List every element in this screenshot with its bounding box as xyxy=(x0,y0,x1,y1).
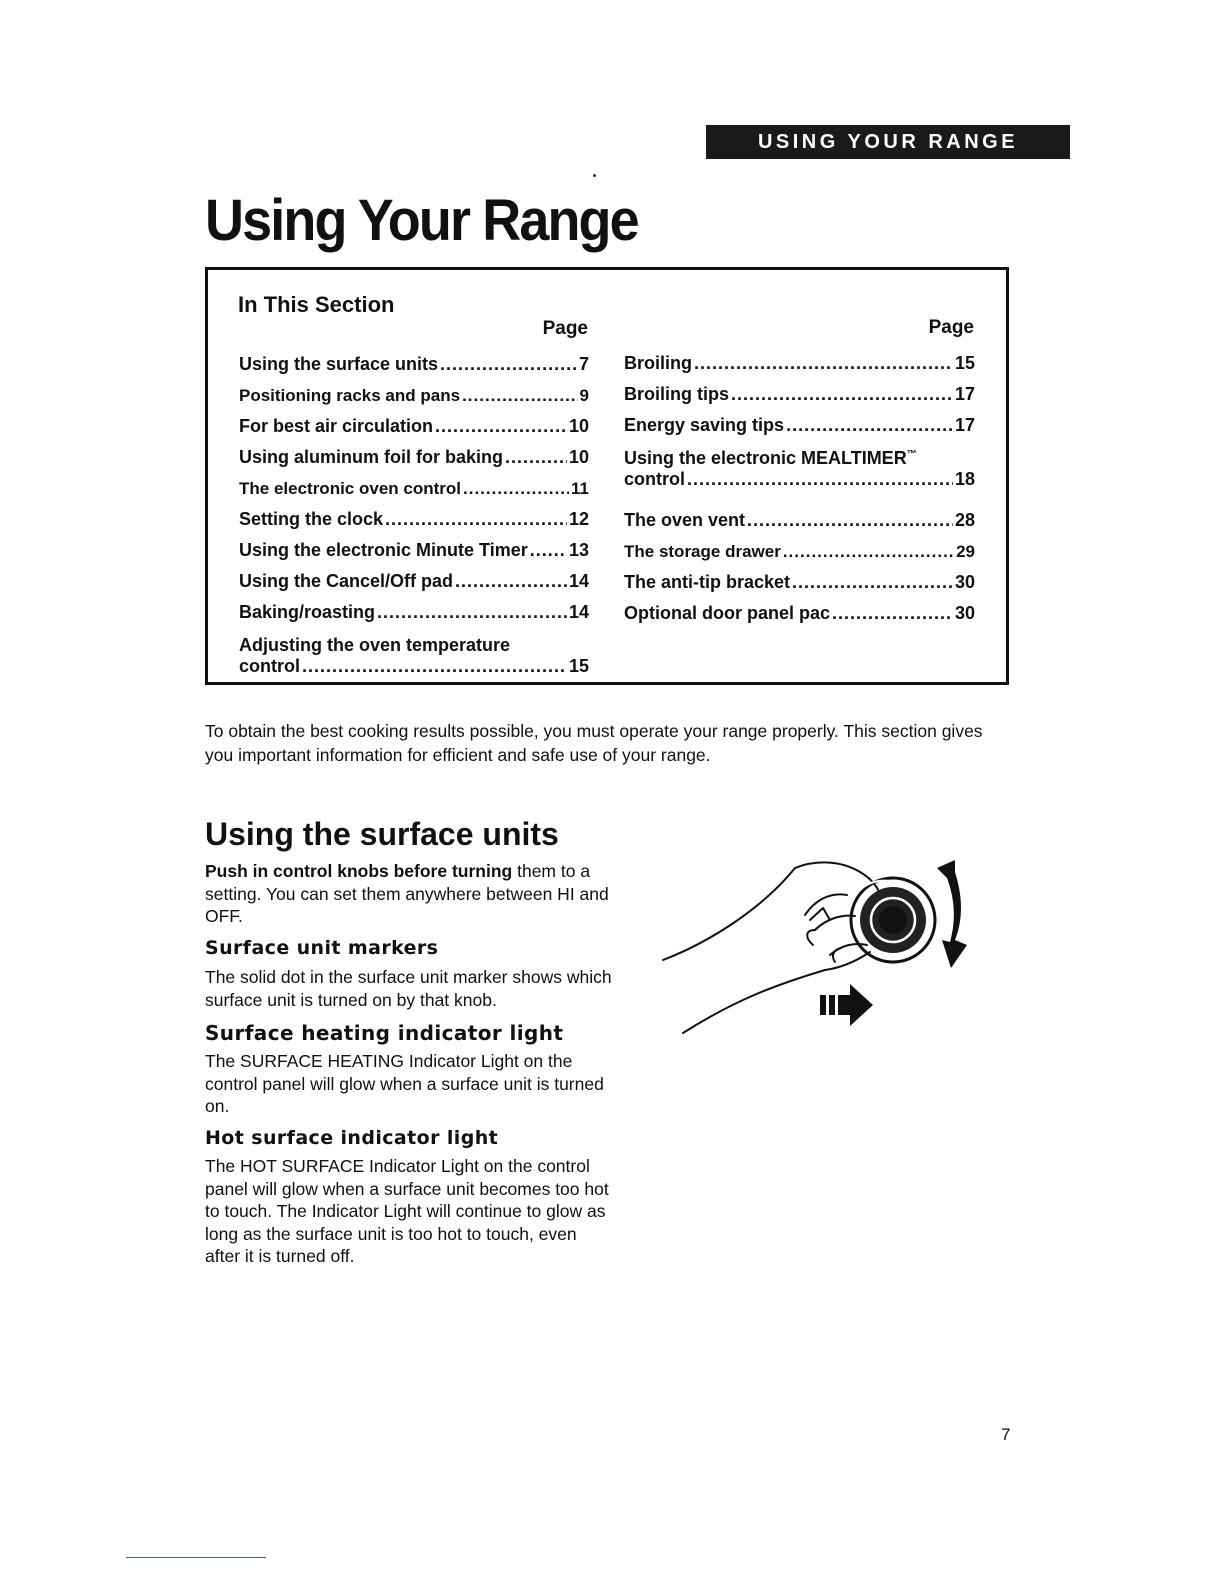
toc-leader xyxy=(463,478,569,499)
toc-entry[interactable] xyxy=(624,593,975,624)
toc-entry-label: Broiling xyxy=(624,353,692,373)
toc-entry-page: 30 xyxy=(954,603,975,623)
subheading-markers: Surface unit markers xyxy=(205,937,439,959)
toc-leader xyxy=(530,540,567,561)
toc-entry[interactable] xyxy=(239,406,589,437)
toc-leader xyxy=(440,354,577,375)
toc-entry-page: 17 xyxy=(954,415,975,435)
toc-entry[interactable] xyxy=(624,500,975,531)
toc-entry-label: The storage drawer xyxy=(624,542,781,561)
toc-entry[interactable] xyxy=(624,531,975,562)
toc-entry-line2 xyxy=(624,469,975,490)
toc-leader xyxy=(505,447,567,468)
toc-entry-label: Positioning racks and pans xyxy=(239,386,461,405)
toc-entry[interactable] xyxy=(239,344,589,375)
toc-entry-label: Energy saving tips xyxy=(624,415,785,435)
section-heading: Using the surface units xyxy=(205,816,559,852)
toc-entry[interactable] xyxy=(239,592,589,623)
trademark-mark: ™ xyxy=(906,449,917,460)
page-title: Using Your Range xyxy=(205,188,638,253)
toc-entry-page: 14 xyxy=(568,602,589,622)
toc-entry-label: Using the Cancel/Off pad xyxy=(239,571,454,591)
hand-turning-knob-icon xyxy=(655,850,990,1050)
toc-leader xyxy=(747,510,953,531)
toc-entry-page: 9 xyxy=(579,386,589,405)
toc-entry-label-line1 xyxy=(624,444,975,469)
toc-leader xyxy=(687,469,953,490)
toc-entry-label: The electronic oven control xyxy=(239,479,461,498)
toc-entry-page: 11 xyxy=(571,479,589,498)
toc-column-right xyxy=(624,343,975,624)
lead-text: them to a setting. You can set them anywhere between HI and OFF. xyxy=(205,861,609,926)
toc-leader xyxy=(783,541,954,562)
toc-page-header-left: Page xyxy=(542,318,588,339)
toc-entry-label: Broiling tips xyxy=(624,384,729,404)
toc-entry-label-line1-text: Using the electronic MEALTIMER xyxy=(624,448,907,468)
toc-leader xyxy=(462,385,577,406)
toc-entry-label-line1: Adjusting the oven temperature xyxy=(239,635,511,655)
toc-leader xyxy=(435,416,567,437)
toc-entry-label: Using aluminum foil for baking xyxy=(239,447,504,467)
toc-entry[interactable] xyxy=(624,562,975,593)
toc-entry[interactable] xyxy=(239,437,589,468)
toc-entry[interactable] xyxy=(239,375,589,406)
toc-page-header-right: Page xyxy=(928,317,974,338)
toc-entry[interactable] xyxy=(624,343,975,374)
intro-paragraph: To obtain the best cooking results possible, you must operate your range properly. This section gives you important information for efficient and safe use of your range. xyxy=(205,721,983,765)
toc-column-left xyxy=(239,344,589,677)
toc-entry-label: For best air circulation xyxy=(239,416,434,436)
toc-entry-page: 15 xyxy=(954,353,975,373)
paragraph-hot-surface: The HOT SURFACE Indicator Light on the control panel will glow when a surface unit becomes too hot to touch. The Indicator Light will continue to glow as long as the surface unit is too hot to touch, even after it is turned off. xyxy=(205,1156,609,1266)
subheading-heating: Surface heating indicator light xyxy=(205,1021,564,1045)
toc-entry-page: 15 xyxy=(568,656,589,676)
lead-bold: Push in control knobs before turning xyxy=(205,861,513,881)
toc-entry-page: 30 xyxy=(954,572,975,592)
toc-entry-page: 10 xyxy=(568,416,589,436)
toc-entry-line2 xyxy=(239,656,589,677)
toc-entry-page: 28 xyxy=(954,510,975,530)
toc-entry-label: control xyxy=(624,469,685,489)
toc-entry[interactable] xyxy=(624,444,975,490)
toc-entry-page: 7 xyxy=(578,354,589,374)
toc-entry-label: Baking/roasting xyxy=(239,602,376,622)
toc-entry[interactable] xyxy=(239,530,589,561)
subheading-hot-surface: Hot surface indicator light xyxy=(205,1127,499,1149)
toc-entry-page: 13 xyxy=(568,540,589,560)
toc-leader xyxy=(377,602,567,623)
toc-leader xyxy=(302,656,567,677)
toc-entry-page: 18 xyxy=(954,469,975,489)
toc-entry-label: Setting the clock xyxy=(239,509,384,529)
footer-rule xyxy=(126,1557,266,1558)
toc-entry-label: Using the electronic Minute Timer xyxy=(239,540,528,560)
toc-leader xyxy=(385,509,567,530)
toc-heading: In This Section xyxy=(238,292,395,317)
toc-leader xyxy=(792,572,953,593)
toc-entry-label: Optional door panel pac xyxy=(624,603,831,623)
toc-leader xyxy=(786,415,953,436)
toc-entry-label: control xyxy=(239,656,300,676)
toc-entry[interactable] xyxy=(624,405,975,436)
toc-leader xyxy=(455,571,567,592)
toc-entry-page: 12 xyxy=(568,509,589,529)
toc-entry[interactable] xyxy=(239,561,589,592)
toc-entry-page: 14 xyxy=(568,571,589,591)
toc-leader xyxy=(832,603,953,624)
toc-entry-label: Using the surface units xyxy=(239,354,439,374)
toc-leader xyxy=(731,384,953,405)
section-banner: USING YOUR RANGE xyxy=(706,125,1070,159)
toc-entry[interactable] xyxy=(624,374,975,405)
toc-entry-label: The oven vent xyxy=(624,510,746,530)
toc-entry[interactable] xyxy=(239,499,589,530)
toc-leader xyxy=(694,353,953,374)
toc-entry-page: 17 xyxy=(954,384,975,404)
toc-entry-page: 29 xyxy=(956,542,975,561)
print-speck xyxy=(593,174,596,177)
toc-entry[interactable] xyxy=(239,468,589,499)
toc-entry-page: 10 xyxy=(568,447,589,467)
toc-entry-label: The anti-tip bracket xyxy=(624,572,791,592)
page-number: 7 xyxy=(1001,1425,1011,1444)
paragraph-heating: The SURFACE HEATING Indicator Light on the control panel will glow when a surface unit is turned on. xyxy=(205,1051,604,1116)
paragraph-markers: The solid dot in the surface unit marker shows which surface unit is turned on by that knob. xyxy=(205,967,612,1010)
lead-paragraph xyxy=(205,860,615,928)
toc-entry[interactable] xyxy=(239,635,589,677)
